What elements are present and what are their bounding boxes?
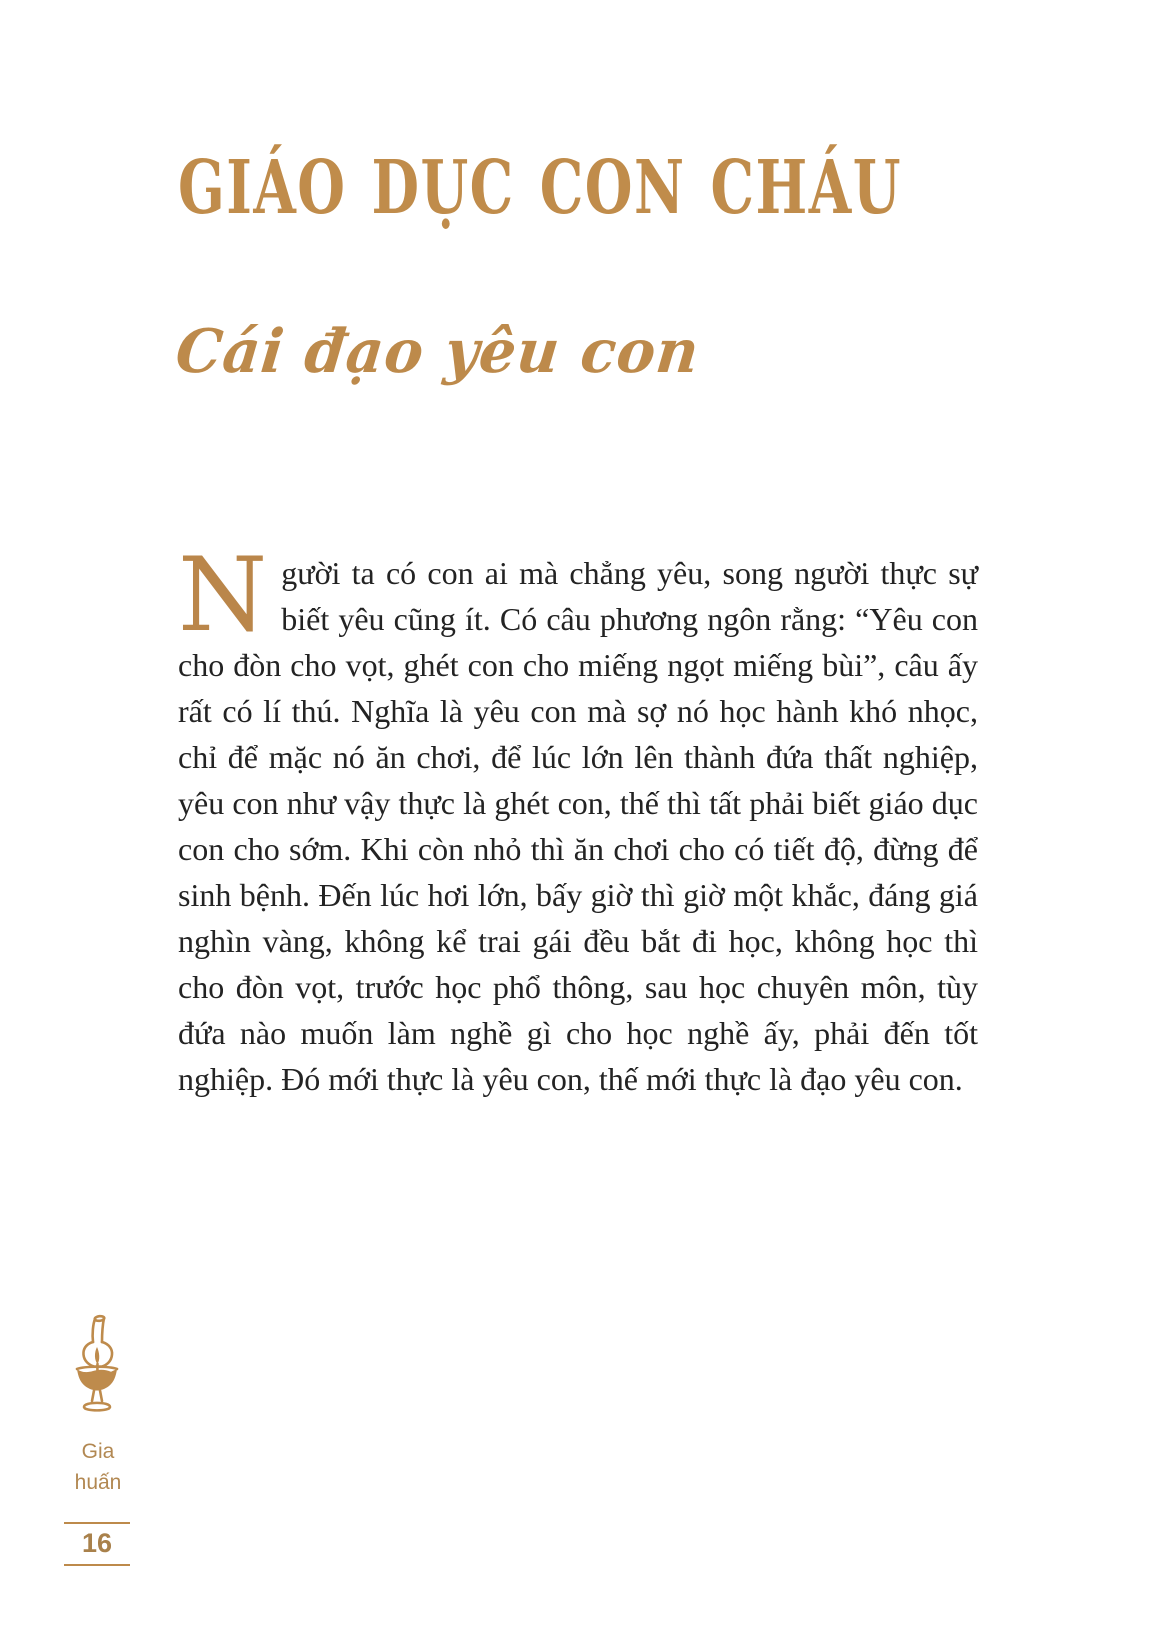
- body-text: gười ta có con ai mà chẳng yêu, song người thực sự biết yêu cũng ít. Có câu phương ngôn rằng: “Yêu con cho đòn cho vọt, ghét con cho miếng ngọt miếng bùi”, câu ấy rất có lí thú. Nghĩa là yêu con mà sợ nó học hành khó nhọc, chỉ để mặc nó ăn chơi, để lúc lớn lên thành đứa thất nghiệp, yêu con như vậy thực là ghét con, thế thì tất phải biết giáo dục con cho sớm. Khi còn nhỏ thì ăn chơi cho có tiết độ, đừng để sinh bệnh. Đến lúc hơi lớn, bấy giờ thì giờ một khắc, đáng giá nghìn vàng, không kể trai gái đều bắt đi học, không học thì cho đòn vọt, trước học phổ thông, sau học chuyên môn, tùy đứa nào muốn làm nghề gì cho học nghề ấy, phải đến tốt nghiệp. Đó mới thực là yêu con, thế mới thực là đạo yêu con.: [178, 555, 978, 1097]
- page-number: 16: [81, 1528, 113, 1558]
- page-number-block: [64, 1522, 130, 1566]
- chapter-title: GIÁO DỤC CON CHÁU: [178, 145, 902, 231]
- drop-cap: N: [178, 536, 268, 655]
- series-label: Gia huấn: [74, 1440, 122, 1494]
- body-paragraph: [178, 536, 978, 1102]
- section-title: Cái đạo yêu con: [172, 317, 703, 387]
- oil-lamp-icon: [72, 1314, 122, 1427]
